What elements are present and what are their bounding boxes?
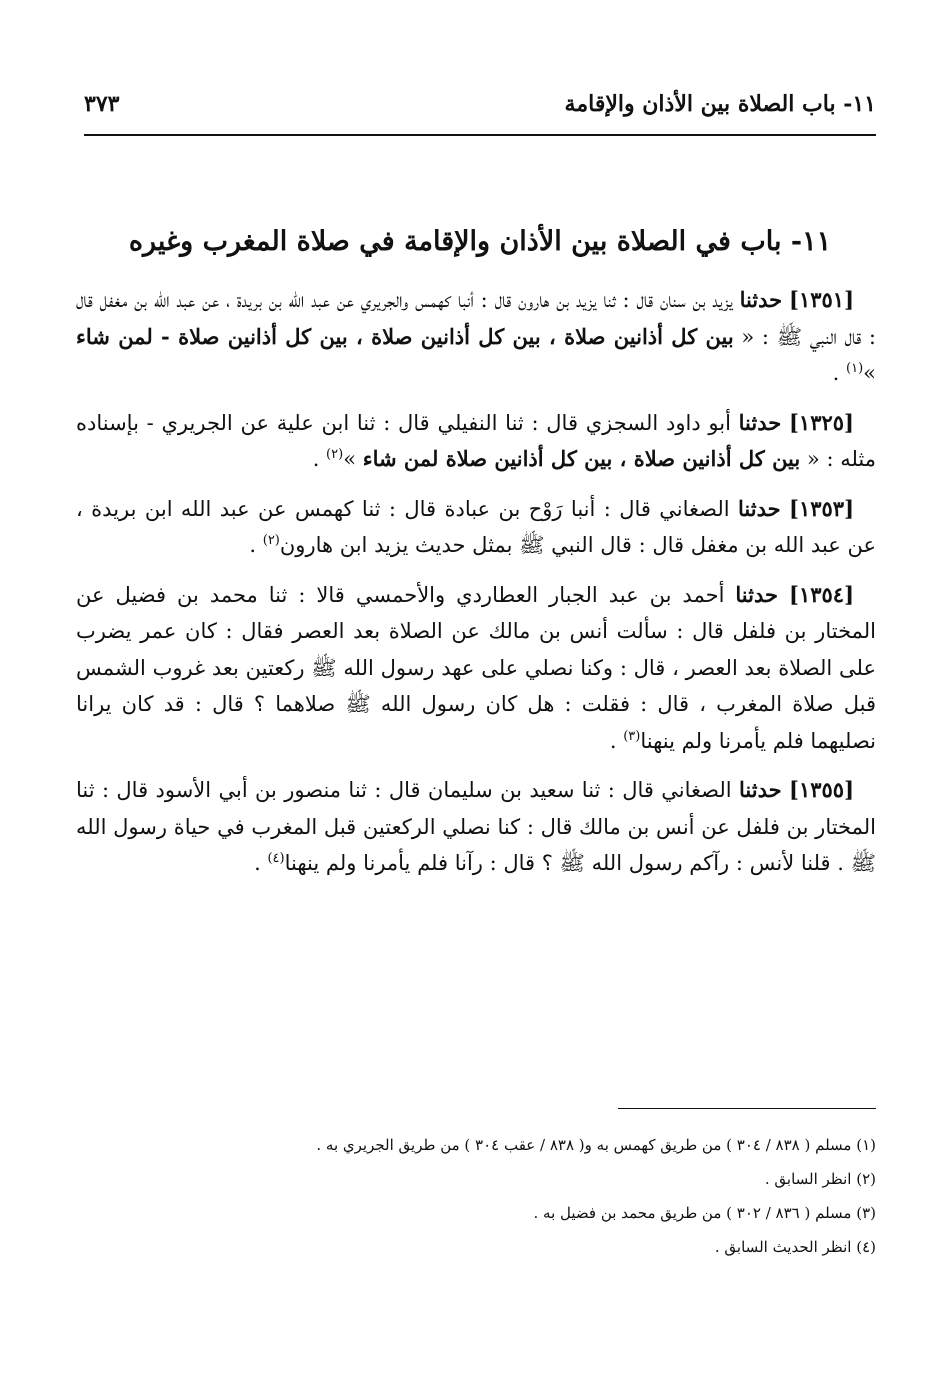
footnote-rule — [618, 1108, 876, 1109]
hadith-ending: . — [312, 447, 327, 471]
hadith-1325 — [76, 405, 876, 478]
hadith-matn: بين كل أذانين صلاة ، بين كل أذانين صلاة لمن شاء — [362, 446, 801, 471]
hadith-number: [١٣٥١] — [789, 287, 854, 312]
hadith-closing-quote: » — [863, 361, 876, 385]
haddathana-label: حدثنا — [738, 409, 782, 435]
footnote-reference: (٢) — [326, 447, 344, 462]
hadith-1355 — [76, 772, 876, 882]
hadith-ending: . — [609, 728, 624, 753]
footnote-2: (٢) انظر السابق . — [764, 1170, 876, 1188]
haddathana-label: حدثنا — [739, 287, 783, 312]
hadith-1351 — [76, 282, 876, 392]
hadith-isnad: أحمد بن عبد الجبار العطاردي والأحمسي قالا : ثنا محمد بن فضيل عن المختار بن فلفل قال : سألت أنس بن مالك عن الصلاة بعد العصر فقال : كان عمر يضرب على الصلاة بعد العصر ، قال : وكنا نصلي على عهد رسول الله ﷺ ركعتين بعد غروب الشمس قبل صلاة المغرب ، قال : فقلت : هل كان رسول الله ﷺ صلاهما ؟ قال : قد كان يرانا نصليهما فلم يأمرنا ولم ينهنا — [76, 582, 876, 753]
hadith-ending: . — [254, 851, 268, 875]
footnote-reference: (٣) — [623, 728, 641, 744]
chapter-title: ١١- باب في الصلاة بين الأذان والإقامة في صلاة المغرب وغيره — [128, 226, 832, 257]
hadith-1354 — [76, 577, 876, 760]
running-header — [84, 84, 876, 124]
hadith-ending: . — [249, 533, 263, 557]
footnote-4: (٤) انظر الحديث السابق . — [714, 1238, 876, 1256]
hadith-ending: . — [832, 361, 846, 385]
hadith-isnad: الصغاني قال : ثنا سعيد بن سليمان قال : ثنا منصور بن أبي الأسود قال : ثنا المختار بن فلفل عن أنس بن مالك قال : كنا نصلي الركعتين قبل المغرب في حياة رسول الله ﷺ . قلنا لأنس : رآكم رسول الله ﷺ ؟ قال : رآنا فلم يأمرنا ولم ينهنا — [76, 778, 876, 875]
footnote-reference: (٢) — [262, 533, 280, 548]
hadith-closing-quote: » — [343, 447, 363, 471]
hadith-isnad: الصغاني قال : أنبا رَوْح بن عبادة قال : ثنا كهمس عن عبد الله ابن بريدة ، عن عبد الله بن مغفل قال : قال النبي ﷺ بمثل حديث يزيد ابن هارون — [76, 496, 876, 557]
footnote-1: (١) مسلم ( ٨٣٨ / ٣٠٤ ) من طريق كهمس به و( ٨٣٨ / عقب ٣٠٤ ) من طريق الجريري به . — [316, 1136, 876, 1154]
haddathana-label: حدثنا — [735, 581, 778, 607]
header-rule — [84, 134, 876, 136]
haddathana-label: حدثنا — [738, 495, 781, 521]
hadith-number: [١٣٢٥] — [788, 409, 854, 435]
page-number: ٣٧٣ — [84, 91, 120, 117]
footnote-reference: (٤) — [267, 851, 285, 866]
hadith-1353 — [76, 491, 876, 564]
footnote-3: (٣) مسلم ( ٨٣٦ / ٣٠٢ ) من طريق محمد بن فضيل به . — [533, 1204, 876, 1222]
hadith-list — [76, 282, 876, 895]
haddathana-label: حدثنا — [739, 777, 782, 802]
hadith-isnad: يزيد بن سنان قال : ثنا يزيد بن هارون قال : أنبا كهمس والجريري عن عبد الله بن بريدة ، عن عبد الله بن مغفل قال : قال النبي ﷺ : « — [76, 288, 876, 349]
hadith-matn: بين كل أذانين صلاة ، بين كل أذانين صلاة ، بين كل أذانين صلاة - لمن شاء — [76, 323, 734, 349]
footnote-reference: (١) — [846, 361, 864, 376]
hadith-isnad: أبو داود السجزي قال : ثنا النفيلي قال : ثنا ابن علية عن الجريري - بإسناده مثله : « — [76, 410, 876, 471]
running-header-chapter: ١١- باب الصلاة بين الأذان والإقامة — [564, 91, 876, 117]
hadith-number: [١٣٥٥] — [789, 777, 854, 802]
footnotes — [84, 1128, 876, 1264]
hadith-number: [١٣٥٣] — [789, 495, 854, 521]
hadith-number: [١٣٥٤] — [789, 581, 854, 607]
